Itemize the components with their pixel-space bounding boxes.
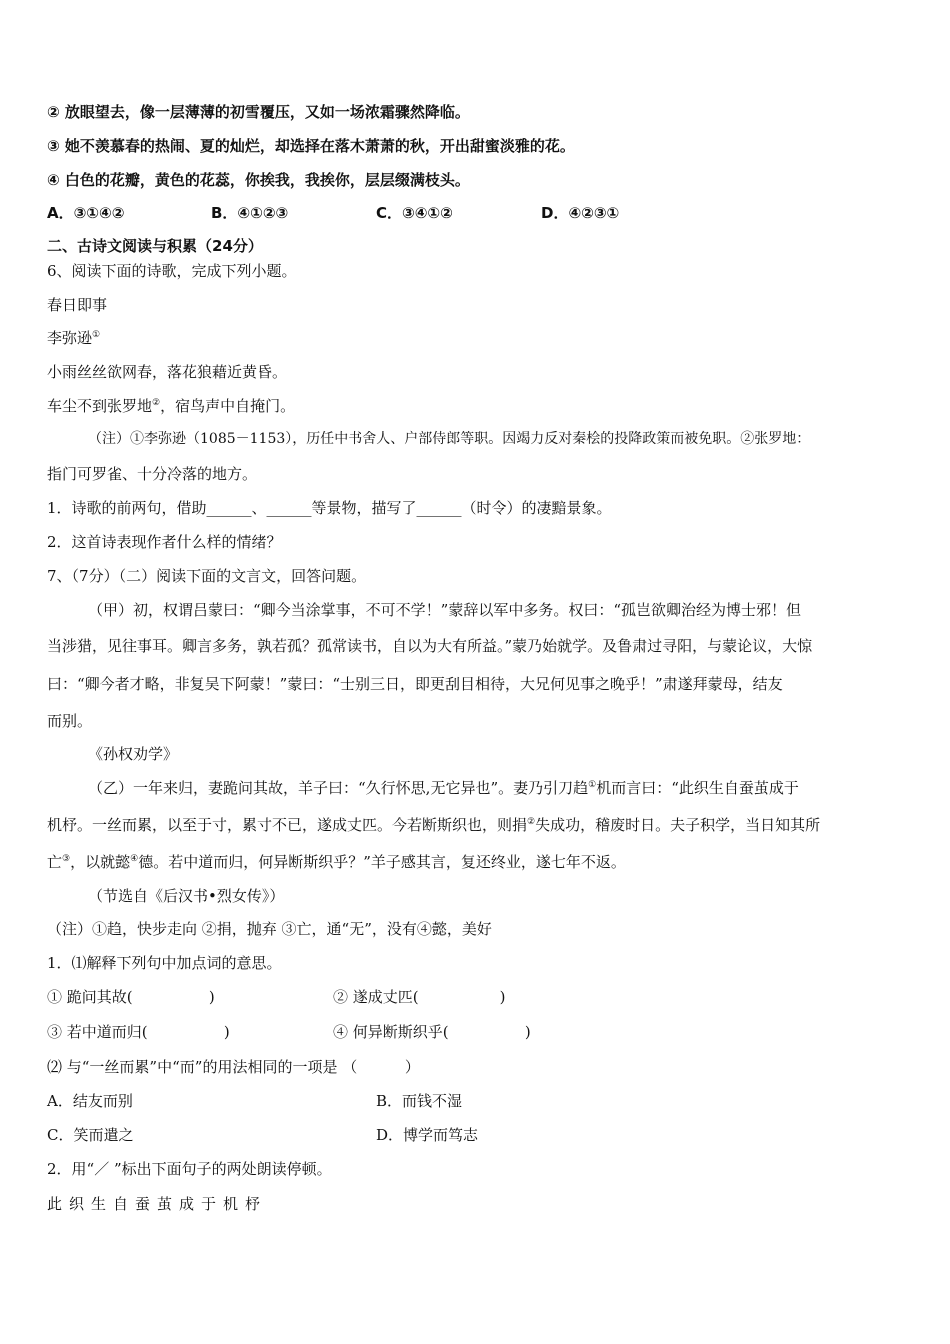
- sentence-chars: [47, 1194, 267, 1214]
- choice-d: D．④②③①: [541, 204, 620, 222]
- blank-1: ① 跪问其故( ): [47, 988, 215, 1006]
- jia-line-1: （甲）初，权谓吕蒙曰：“卿今当涂掌事，不可不学！”蒙辞以军中多务。权曰：“孤岂欲卿治经为博士邪！但: [88, 601, 802, 619]
- q7-intro: 7、（7分）（二）阅读下面的文言文，回答问题。: [47, 567, 367, 585]
- poem-line-2: 车尘不到张罗地②，宿鸟声中自掩门。: [47, 397, 296, 415]
- choice-c-2: C．笑而遣之: [47, 1126, 134, 1144]
- option-3-text: ③ 她不羡慕春的热闹、夏的灿烂，却选择在落木萧萧的秋，开出甜蜜淡雅的花。: [47, 137, 575, 155]
- jia-source: 《孙权劝学》: [88, 745, 179, 763]
- yi-line-1: （乙）一年来归，妻跪问其故，羊子曰：“久行怀思,无它异也”。妻乃引刀趋①机而言曰：“此织生自蚕茧成于: [88, 779, 799, 797]
- choice-a-2: A．结友而别: [47, 1092, 133, 1110]
- blank-3: ③ 若中道而归( ): [47, 1023, 230, 1041]
- char: 生: [91, 1195, 107, 1213]
- yi-line-3: 亡③，以就懿④德。若中道而归，何异断斯织乎？”羊子感其言，复还终业，遂七年不返。: [47, 853, 626, 871]
- choice-a: A．③①④②: [47, 204, 125, 222]
- char: 于: [201, 1195, 217, 1213]
- q6-intro: 6、阅读下面的诗歌，完成下列小题。: [47, 262, 297, 280]
- yi-line-2: 机杼。一丝而累，以至于寸，累寸不已，遂成丈匹。今若断斯织也，则捐②失成功，稽废时日。夫子积学，当日知其所: [47, 816, 821, 834]
- poem-note-2: 指门可罗雀、十分冷落的地方。: [47, 465, 258, 483]
- char: 机: [223, 1195, 239, 1213]
- poem-line-1: 小雨丝丝欲网春，落花狼藉近黄昏。: [47, 363, 288, 381]
- poem-author: 李弥逊①: [47, 329, 101, 347]
- jia-line-2: 当涉猎，见往事耳。卿言多务，孰若孤？孤常读书，自以为大有所益。”蒙乃始就学。及鲁肃过寻阳，与蒙论议，大惊: [47, 637, 813, 655]
- q7-sub1-2: ⑵ 与“一丝而累”中“而”的用法相同的一项是 （ ）: [47, 1058, 420, 1076]
- option-2-text: ② 放眼望去，像一层薄薄的初雪覆压，又如一场浓霜骤然降临。: [47, 103, 470, 121]
- char: 织: [69, 1195, 85, 1213]
- char: 蚕: [135, 1195, 151, 1213]
- q7-sub2: 2．用“／ ”标出下面句子的两处朗读停顿。: [47, 1160, 332, 1178]
- blank-2: ② 遂成丈匹( ): [333, 988, 506, 1006]
- jia-line-3: 曰：“卿今者才略，非复吴下阿蒙！”蒙曰：“士别三日，即更刮目相待，大兄何见事之晚乎！”肃遂拜蒙母，结友: [47, 675, 783, 693]
- jia-line-4: 而别。: [47, 712, 93, 730]
- poem-note-1: （注）①李弥逊（1085－1153），历任中书舍人、户部侍郎等职。因竭力反对秦桧的投降政策而被免职。②张罗地：: [88, 431, 811, 447]
- q7-sub1-title: 1．⑴解释下列句中加点词的意思。: [47, 954, 282, 972]
- option-4-text: ④ 白色的花瓣，黄色的花蕊，你挨我，我挨你，层层缀满枝头。: [47, 171, 470, 189]
- yi-source: （节选自《后汉书•烈女传》）: [88, 887, 285, 905]
- char: 茧: [157, 1195, 173, 1213]
- q6-sub1: 1．诗歌的前两句，借助______、______等景物，描写了______（时令）的凄黯景象。: [47, 499, 612, 517]
- poem-title: 春日即事: [47, 296, 108, 314]
- char: 成: [179, 1195, 195, 1213]
- blank-4: ④ 何异断斯织乎( ): [333, 1023, 531, 1041]
- section-title: 二、古诗文阅读与积累（24分）: [47, 237, 263, 255]
- choice-c: C．③④①②: [376, 204, 453, 222]
- char: 自: [113, 1195, 129, 1213]
- yi-notes: （注）①趋，快步走向 ②捐，抛弃 ③亡，通“无”，没有④懿，美好: [47, 920, 492, 938]
- choice-b: B．④①②③: [211, 204, 289, 222]
- choice-b-2: B．而钱不湿: [376, 1092, 463, 1110]
- char: 此: [47, 1195, 63, 1213]
- q6-sub2: 2．这首诗表现作者什么样的情绪？: [47, 533, 282, 551]
- choice-d-2: D．博学而笃志: [376, 1126, 479, 1144]
- char: 杼: [245, 1195, 261, 1213]
